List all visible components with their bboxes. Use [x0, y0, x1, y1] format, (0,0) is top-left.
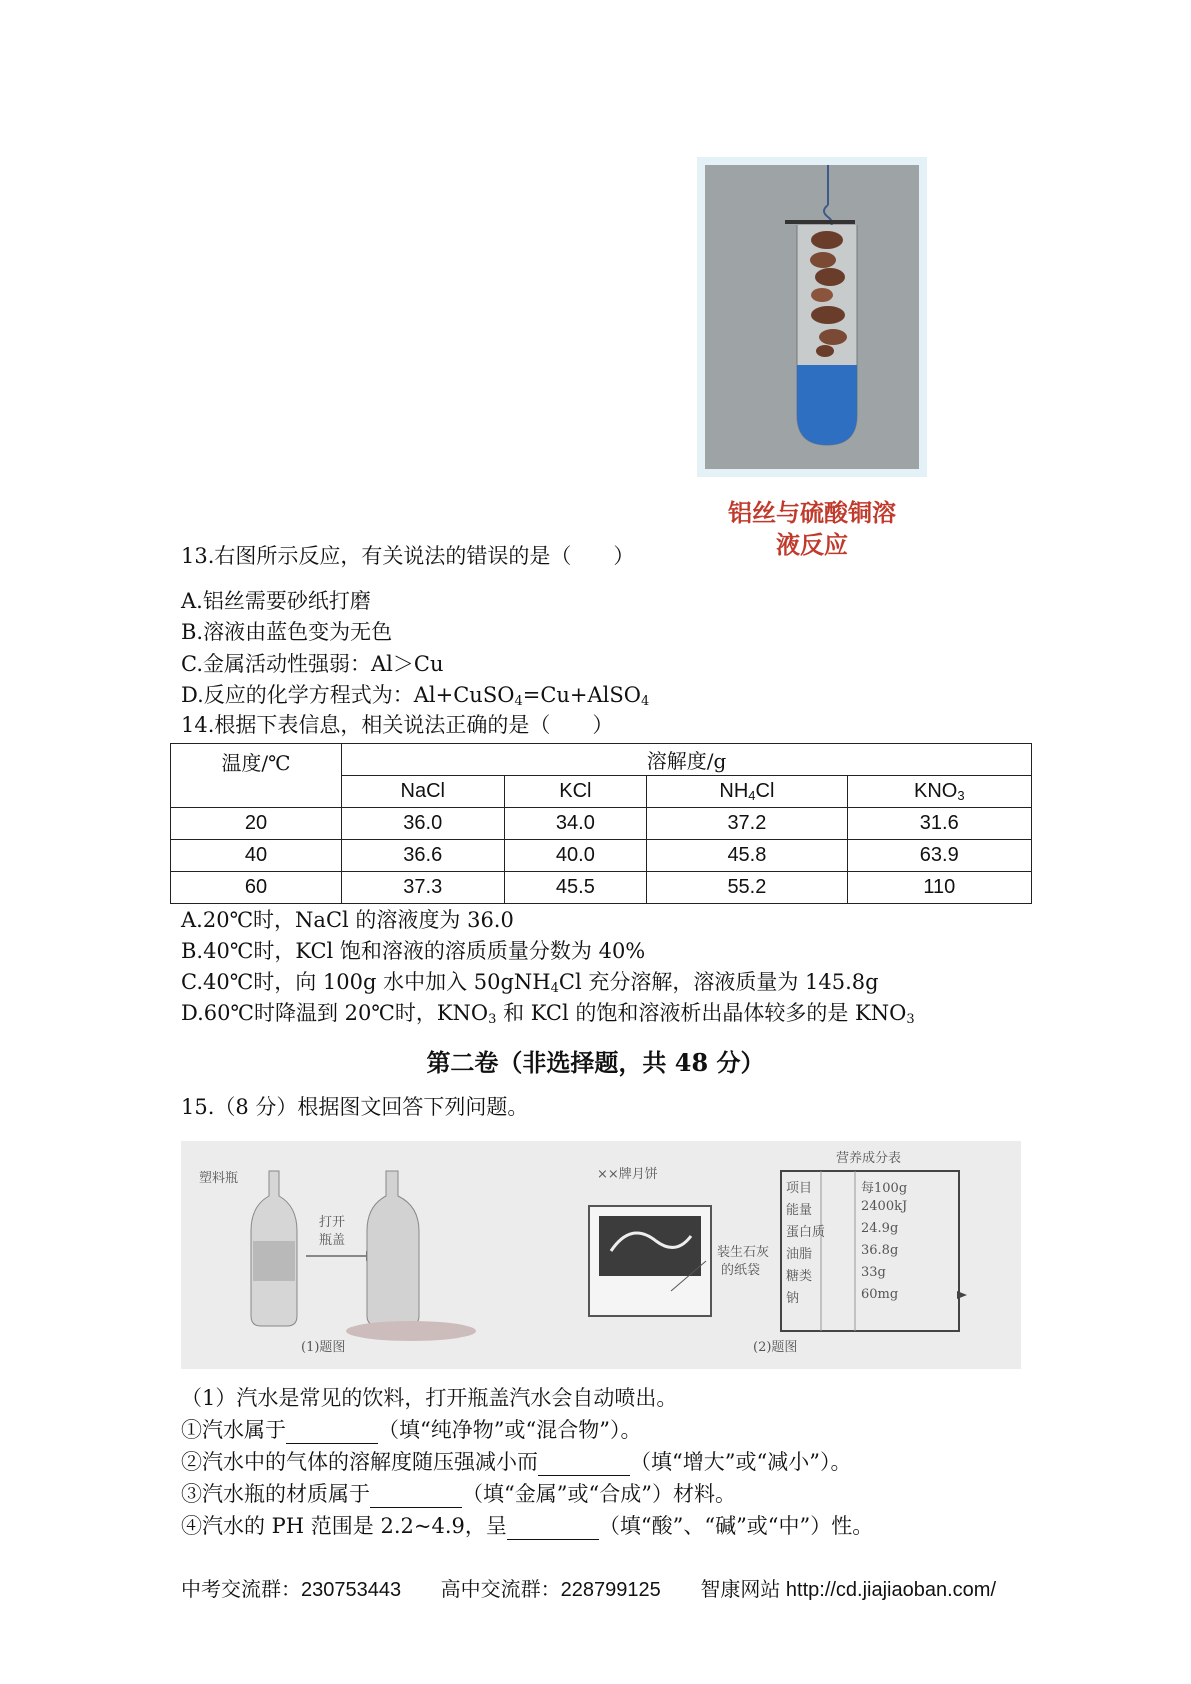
nutrition-item: 钠 — [786, 1291, 800, 1306]
nutrition-value: 每100g — [861, 1181, 908, 1196]
table-cell: 63.9 — [847, 840, 1031, 872]
nutrition-value: 2400kJ — [861, 1199, 908, 1214]
nutrition-item: 能量 — [786, 1203, 813, 1218]
q15-item-3: ③汽水瓶的材质属于 （填“金属”或“合成”）材料。 — [181, 1482, 736, 1506]
q15-item-1: ①汽水属于 （填“纯净物”或“混合物”）。 — [181, 1418, 642, 1442]
table-row — [171, 840, 1032, 872]
solubility-table — [170, 743, 1032, 904]
nutrition-item: 糖类 — [786, 1269, 813, 1284]
nutrition-item: 项目 — [786, 1181, 813, 1196]
table-cell: 40.0 — [504, 840, 647, 872]
q14-option-c: C.40℃时，向 100g 水中加入 50gNH$_4$Cl 充分溶解，溶液质量为 145.8g — [181, 970, 879, 996]
table-corner-header: 温度/℃ — [171, 744, 342, 808]
q13-option-a: A.铝丝需要砂纸打磨 — [181, 589, 371, 613]
page-footer — [181, 1573, 1030, 1602]
footer-group-zhongkao: 中考交流群：230753443 — [181, 1579, 402, 1601]
q13-option-c: C.金属活动性强弱：Al＞Cu — [181, 652, 444, 676]
table-cell: 37.3 — [342, 872, 505, 904]
q15-stem: 15.（8 分）根据图文回答下列问题。 — [181, 1095, 529, 1119]
label-packet-1: 装生石灰 — [717, 1245, 770, 1260]
table-cell: 36.0 — [342, 808, 505, 840]
caption-figure-1: (1)题图 — [301, 1340, 346, 1355]
nutrition-item: 油脂 — [786, 1247, 813, 1262]
label-plastic-bottle: 塑料瓶 — [199, 1171, 239, 1186]
q15-item-2: ②汽水中的气体的溶解度随压强减小而 （填“增大”或“减小”）。 — [181, 1450, 852, 1474]
label-open-cap-1: 打开 — [319, 1215, 346, 1230]
nutrition-value: 24.9g — [861, 1221, 899, 1236]
nutrition-item: 蛋白质 — [786, 1225, 826, 1240]
table-cell: 40 — [171, 840, 342, 872]
label-packet-2: 的纸袋 — [721, 1263, 761, 1278]
answer-blank[interactable] — [538, 1455, 630, 1476]
q13-option-b: B.溶液由蓝色变为无色 — [181, 620, 393, 644]
reaction-figure-caption: 铝丝与硫酸铜溶 液反应 — [728, 498, 896, 559]
table-col-header: NaCl — [342, 776, 505, 808]
q14-option-a: A.20℃时，NaCl 的溶液度为 36.0 — [181, 908, 514, 932]
table-col-header: $NH_4Cl$ — [647, 776, 847, 808]
nutrition-value: 33g — [861, 1265, 886, 1280]
footer-website-link[interactable]: 智康网站 http://cd.jiajiaoban.com/ — [700, 1579, 997, 1601]
table-col-header: $KNO_3$ — [847, 776, 1031, 808]
table-row — [171, 808, 1032, 840]
q14-stem: 14.根据下表信息，相关说法正确的是（ ） — [181, 713, 614, 737]
q15-figure — [181, 1141, 1021, 1369]
reaction-figure — [697, 157, 927, 567]
table-cell: 20 — [171, 808, 342, 840]
nutrition-value: 60mg — [861, 1287, 899, 1302]
caption-figure-2: (2)题图 — [753, 1340, 798, 1355]
table-col-header: KCl — [504, 776, 647, 808]
table-cell: 60 — [171, 872, 342, 904]
nutrition-value: 36.8g — [861, 1243, 899, 1258]
label-mooncake-brand: ××牌月饼 — [597, 1167, 658, 1182]
table-group-header: 溶解度/g — [342, 744, 1032, 776]
section-title: 第二卷（非选择题，共 48 分） — [426, 1048, 765, 1077]
table-cell: 34.0 — [504, 808, 647, 840]
q14-option-b: B.40℃时，KCl 饱和溶液的溶质质量分数为 40% — [181, 939, 646, 963]
q15-sub1: （1）汽水是常见的饮料，打开瓶盖汽水会自动喷出。 — [181, 1386, 678, 1410]
table-cell: 37.2 — [647, 808, 847, 840]
label-open-cap-2: 瓶盖 — [319, 1233, 346, 1248]
table-cell: 36.6 — [342, 840, 505, 872]
q13-option-d: D.反应的化学方程式为：Al+CuSO$_4$=Cu+AlSO$_4$ — [181, 683, 650, 709]
table-cell: 31.6 — [847, 808, 1031, 840]
table-cell: 45.8 — [647, 840, 847, 872]
q13-stem: 13.右图所示反应，有关说法的错误的是（ ） — [181, 544, 635, 568]
table-row — [171, 872, 1032, 904]
footer-group-gaozhong: 高中交流群：228799125 — [440, 1579, 661, 1601]
q15-item-4: ④汽水的 PH 范围是 2.2~4.9，呈 （填“酸”、“碱”或“中”）性。 — [181, 1514, 874, 1538]
table-cell: 110 — [847, 872, 1031, 904]
test-tube-illustration — [705, 165, 919, 469]
nutrition-table-title: 营养成分表 — [836, 1151, 902, 1166]
answer-blank[interactable] — [286, 1423, 378, 1444]
table-cell: 45.5 — [504, 872, 647, 904]
q14-option-d: D.60℃时降温到 20℃时，$KNO_3$ 和 KCl 的饱和溶液析出晶体较多的是 $KNO_3$ — [181, 1001, 915, 1027]
table-cell: 55.2 — [647, 872, 847, 904]
answer-blank[interactable] — [507, 1519, 599, 1540]
answer-blank[interactable] — [370, 1487, 462, 1508]
reaction-photo — [697, 157, 927, 477]
